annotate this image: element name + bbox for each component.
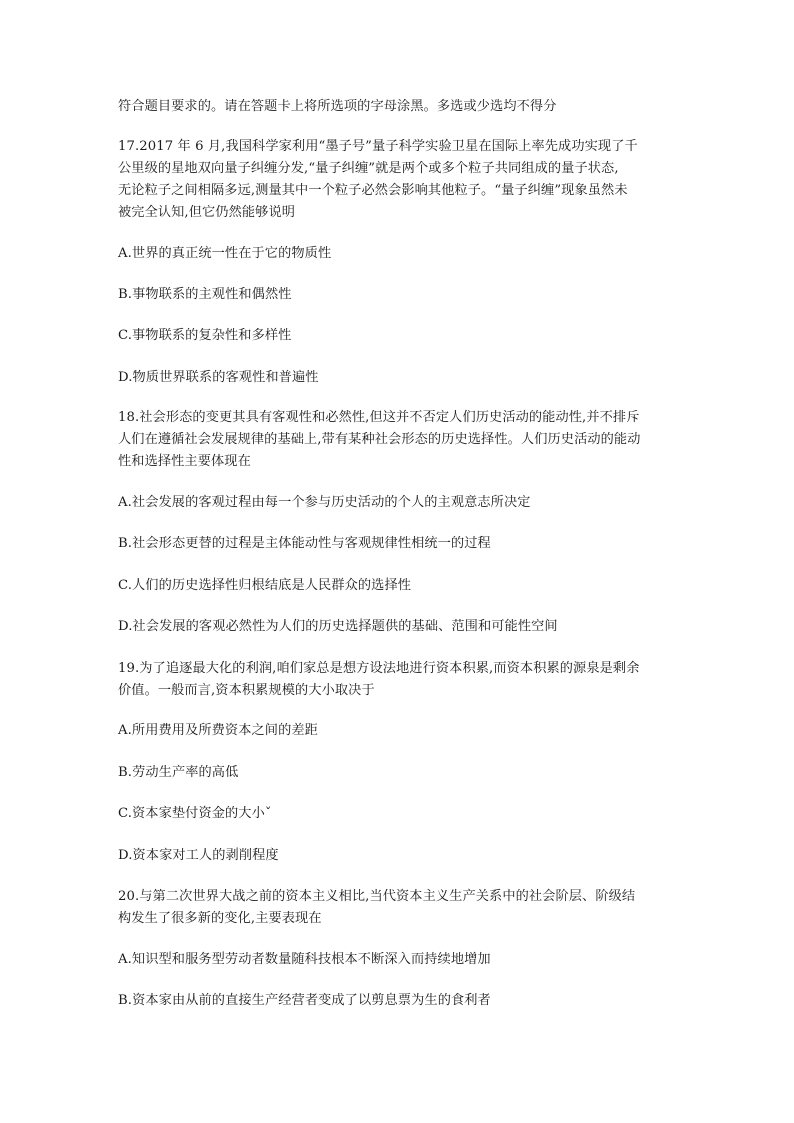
question-18-line-1: 18.社会形态的变更其具有客观性和必然性,但这并不否定人们历史活动的能动性,并不排斥 <box>118 410 640 425</box>
question-18-option-b: B.社会形态更替的过程是主体能动性与客观规律性相统一的过程 <box>118 536 491 551</box>
question-18-option-c: C.人们的历史选择性归根结底是人民群众的选择性 <box>118 578 412 593</box>
intro-text: 符合题目要求的。请在答题卡上将所选项的字母涂黑。多选或少选均不得分 <box>118 99 557 114</box>
question-18-option-a: A.社会发展的客观过程由每一个参与历史活动的个人的主观意志所决定 <box>118 495 531 510</box>
question-19-option-b: B.劳动生产率的高低 <box>118 765 239 780</box>
question-20-option-b: B.资本家由从前的直接生产经营者变成了以剪息票为生的食利者 <box>118 993 491 1008</box>
question-18-option-d: D.社会发展的客观必然性为人们的历史选择题供的基础、范围和可能性空间 <box>118 619 558 634</box>
question-19-option-d: D.资本家对工人的剥削程度 <box>118 848 279 863</box>
question-17-option-a: A.世界的真正统一性在于它的物质性 <box>118 246 332 261</box>
question-17-line-2: 公里级的星地双向量子纠缠分发,“量子纠缠”就是两个或多个粒子共同组成的量子状态, <box>118 161 619 176</box>
question-17-option-b: B.事物联系的主观性和偶然性 <box>118 287 292 302</box>
question-19-option-c: C.资本家垫付资金的大小ˇ <box>118 806 272 821</box>
question-17-line-4: 被完全认知,但它仍然能够说明 <box>118 205 296 220</box>
question-17-option-c: C.事物联系的复杂性和多样性 <box>118 328 292 343</box>
question-18-line-2: 人们在遵循社会发展规律的基础上,带有某种社会形态的历史选择性。人们历史活动的能动 <box>118 432 641 447</box>
question-20-option-a: A.知识型和服务型劳动者数量随科技根本不断深入而持续地增加 <box>118 952 491 967</box>
question-19-option-a: A.所用费用及所费资本之间的差距 <box>118 723 318 738</box>
question-17-option-d: D.物质世界联系的客观性和普遍性 <box>118 370 319 385</box>
question-18-line-3: 性和选择性主要体现在 <box>118 454 251 469</box>
question-20-line-2: 构发生了很多新的变化,主要表现在 <box>118 911 322 926</box>
question-19-line-2: 价值。一般而言,资本积累规模的大小取决于 <box>118 683 375 698</box>
question-19-line-1: 19.为了追逐最大化的利润,咱们家总是想方设法地进行资本积累,而资本积累的源泉是剩余 <box>118 661 640 676</box>
question-17-line-3: 无论粒子之间相隔多远,测量其中一个粒子必然会影响其他粒子。“量子纠缠”现象虽然未 <box>118 183 628 198</box>
question-20-line-1: 20.与第二次世界大战之前的资本主义相比,当代资本主义生产关系中的社会阶层、阶级结 <box>118 889 636 904</box>
question-17-line-1: 17.2017 年 6 月,我国科学家利用“墨子号”量子科学实验卫星在国际上率先成功实现了千 <box>118 139 638 154</box>
